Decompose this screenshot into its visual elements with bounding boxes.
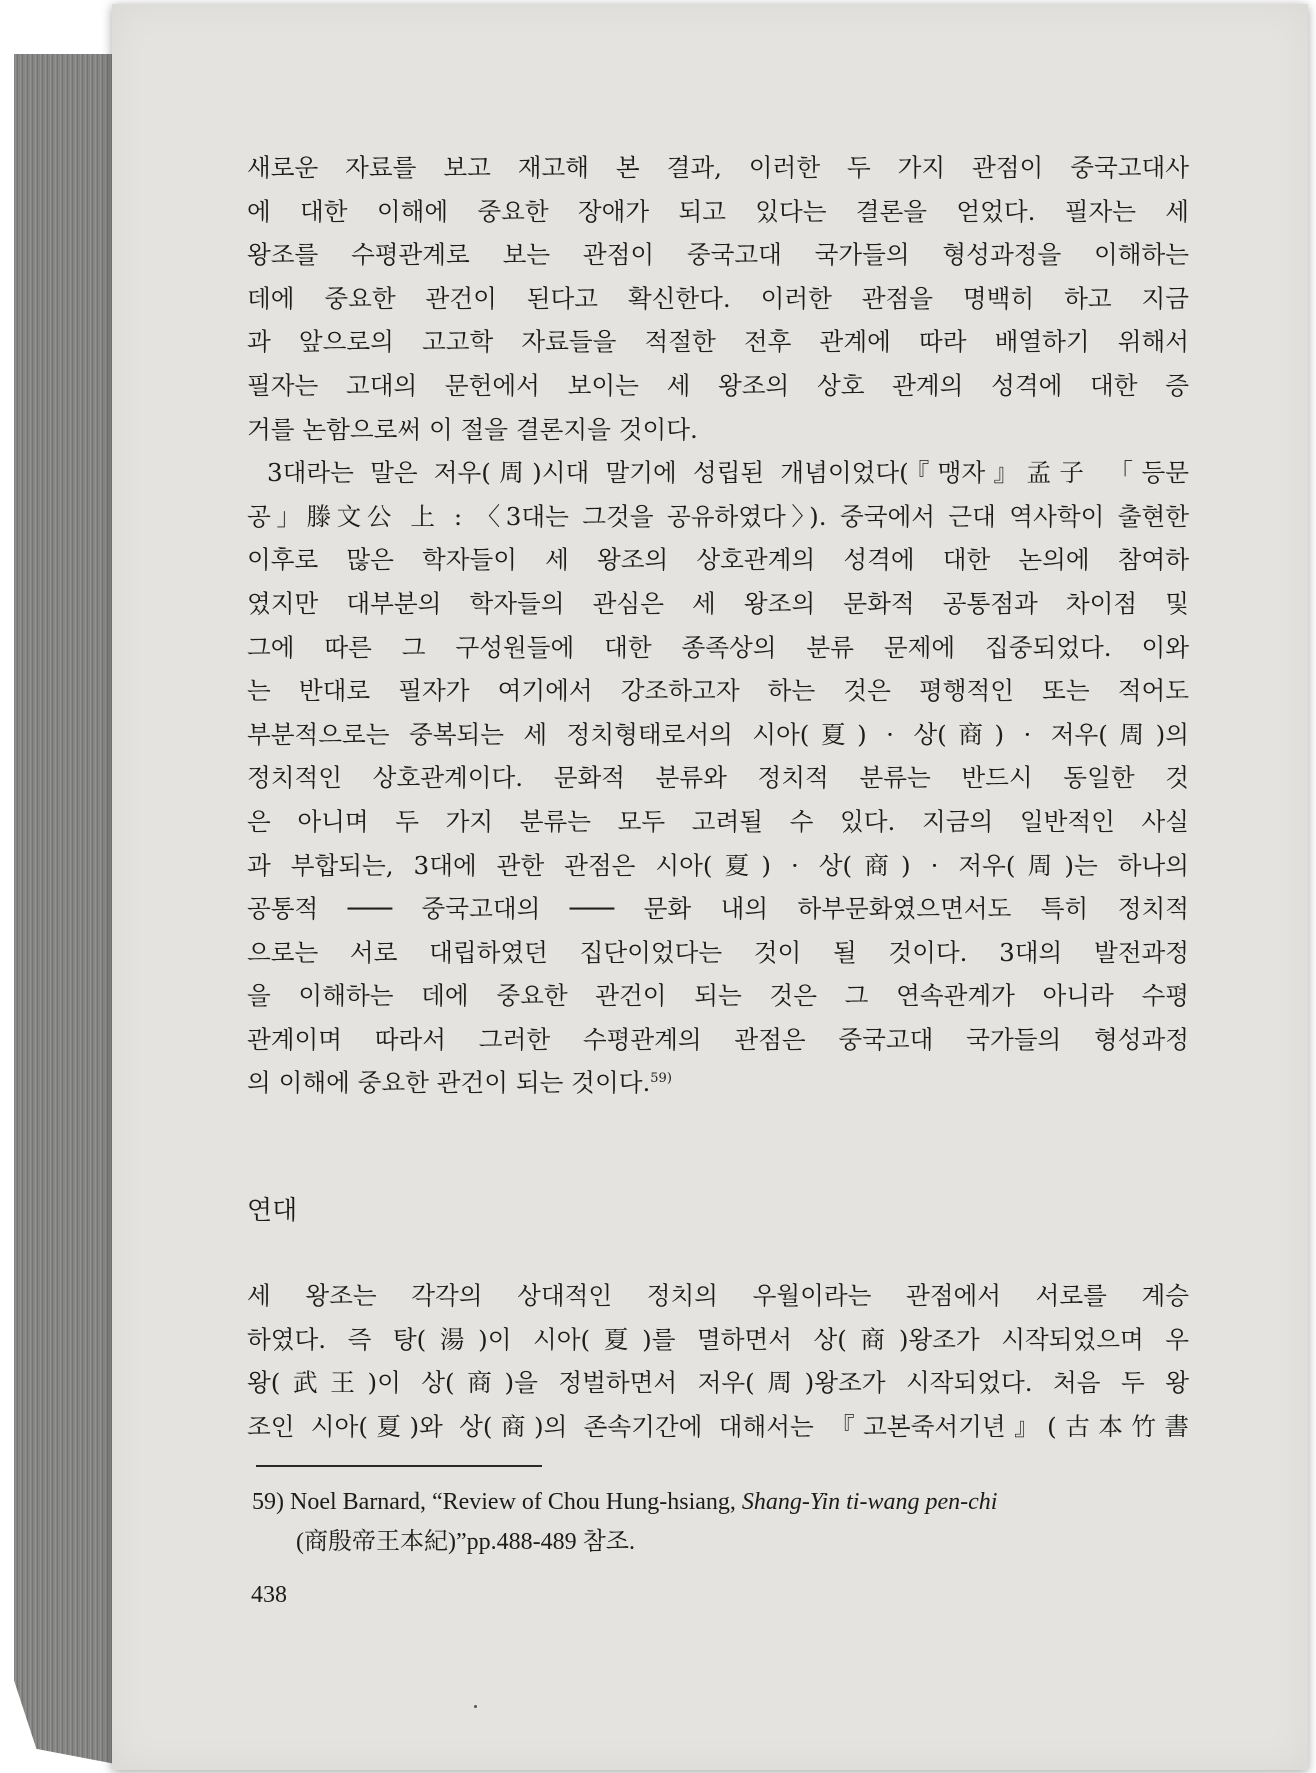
text-line: 정치적인 상호관계이다. 문화적 분류와 정치적 분류는 반드시 동일한 것 xyxy=(247,763,1189,793)
footnote-line-2: (商殷帝王本紀)”pp.488-489 참조. xyxy=(296,1529,635,1555)
paragraph-3 xyxy=(247,1274,1189,1448)
section-heading: 연대 xyxy=(247,1196,298,1226)
section-text xyxy=(247,1274,1189,1448)
text-line: 하였다. 즉 탕(湯)이 시아(夏)를 멸하면서 상(商)왕조가 시작되었으며 우 xyxy=(247,1324,1189,1354)
text-line: 조인 시아(夏)와 상(商)의 존속기간에 대해서는 『고본죽서기년』(古本竹書 xyxy=(247,1411,1189,1441)
page-number: 438 xyxy=(251,1582,287,1608)
footnote-reference: 59) xyxy=(650,1071,672,1087)
text-line: 거를 논함으로써 이 절을 결론지을 것이다. xyxy=(247,414,698,444)
dust-speck xyxy=(474,1705,477,1708)
text-line: 새로운 자료를 보고 재고해 본 결과, 이러한 두 가지 관점이 중국고대사 xyxy=(247,153,1189,182)
paragraph-2 xyxy=(247,451,1189,1105)
text-line: 공」滕文公 上 : 〈3대는 그것을 공유하였다〉). 중국에서 근대 역사학이 출현한 xyxy=(247,501,1189,531)
text-line: 데에 중요한 관건이 된다고 확신한다. 이러한 관점을 명백히 하고 지금 xyxy=(247,283,1189,313)
text-line: 세 왕조는 각각의 상대적인 정치의 우월이라는 관점에서 서로를 계승 xyxy=(247,1281,1189,1310)
text-line: 으로는 서로 대립하였던 집단이었다는 것이 될 것이다. 3대의 발전과정 xyxy=(247,937,1189,967)
text-line: 왕조를 수평관계로 보는 관점이 중국고대 국가들의 형성과정을 이해하는 xyxy=(247,240,1189,270)
text-line: 그에 따른 그 구성원들에 대한 종족상의 분류 문제에 집중되었다. 이와 xyxy=(247,632,1189,662)
text-line: 과 앞으로의 고고학 자료들을 적절한 전후 관계에 따라 배열하기 위해서 xyxy=(247,327,1189,357)
footnote-line-1 xyxy=(252,1482,1190,1522)
text-line: 왕(武王)이 상(商)을 정벌하면서 저우(周)왕조가 시작되었다. 처음 두 왕 xyxy=(247,1368,1189,1398)
text-line: 부분적으로는 중복되는 세 정치형태로서의 시아(夏) · 상(商) · 저우(周)의 xyxy=(247,719,1189,749)
text-line: 은 아니며 두 가지 분류는 모두 고려될 수 있다. 지금의 일반적인 사실 xyxy=(247,806,1189,836)
footnote-divider xyxy=(256,1465,542,1467)
text-line: 관계이며 따라서 그러한 수평관계의 관점은 중국고대 국가들의 형성과정 xyxy=(247,1024,1189,1054)
text-line: 이후로 많은 학자들이 세 왕조의 상호관계의 성격에 대한 논의에 참여하 xyxy=(247,545,1189,575)
text-line: 의 이해에 중요한 관건이 되는 것이다. xyxy=(247,1068,651,1098)
text-line: 과 부합되는, 3대에 관한 관점은 시아(夏) · 상(商) · 저우(周)는 하나의 xyxy=(247,850,1189,880)
main-text xyxy=(247,146,1189,1105)
text-line: 는 반대로 필자가 여기에서 강조하고자 하는 것은 평행적인 또는 적어도 xyxy=(247,676,1189,706)
text-line: 에 대한 이해에 중요한 장애가 되고 있다는 결론을 얻었다. 필자는 세 xyxy=(247,196,1189,226)
footnote-number: 59) xyxy=(252,1489,284,1515)
book-page xyxy=(112,4,1308,1770)
text-line: 3대라는 말은 저우(周)시대 말기에 성립된 개념이었다(『맹자』孟子 「등문 xyxy=(267,458,1189,488)
text-line: 였지만 대부분의 학자들의 관심은 세 왕조의 문화적 공통점과 차이점 및 xyxy=(247,588,1189,618)
footnote xyxy=(252,1482,1190,1562)
footnote-text: Noel Barnard, “Review of Chou Hung-hsiang, xyxy=(290,1489,742,1515)
text-line: 을 이해하는 데에 중요한 관건이 되는 것은 그 연속관계가 아니라 수평 xyxy=(247,981,1189,1011)
footnote-italic-title: Shang-Yin ti-wang pen-chi xyxy=(741,1489,998,1515)
book-page-edges xyxy=(14,54,126,1766)
paragraph-1 xyxy=(247,146,1189,451)
text-line: 공통적 ─── 중국고대의 ─── 문화 내의 하부문화였으면서도 특히 정치적 xyxy=(247,894,1189,924)
text-line: 필자는 고대의 문헌에서 보이는 세 왕조의 상호 관계의 성격에 대한 증 xyxy=(247,370,1189,400)
text-line-last xyxy=(247,1061,1189,1105)
